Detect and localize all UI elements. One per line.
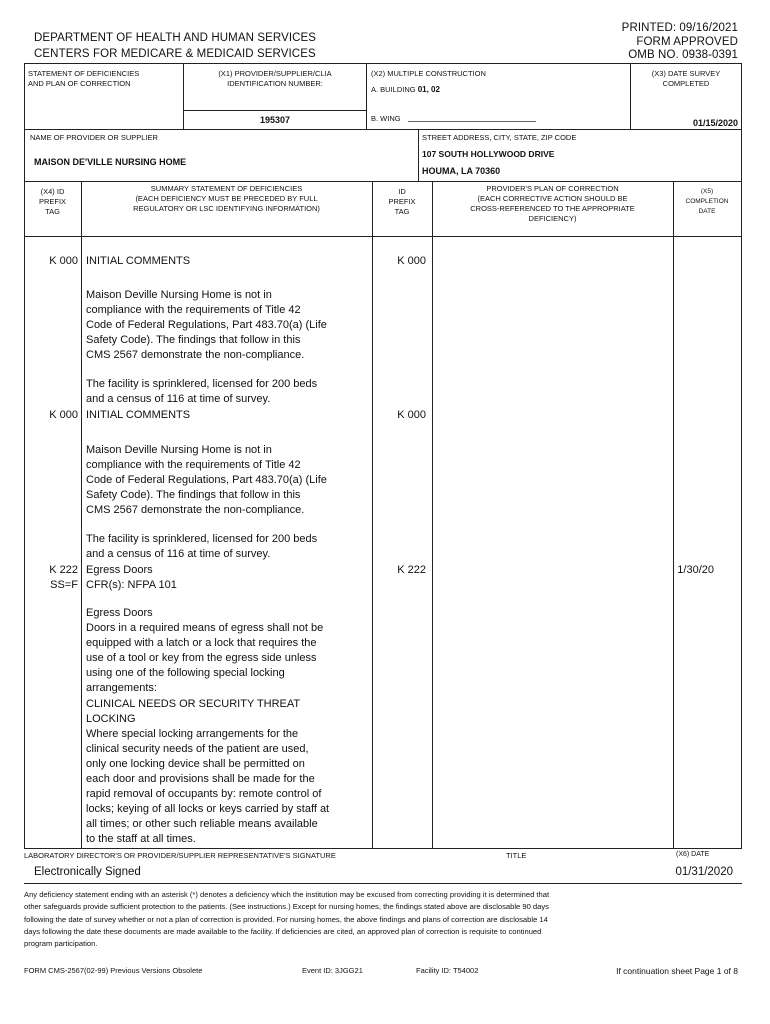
x3-label: (X3) DATE SURVEY COMPLETED xyxy=(651,69,721,88)
signature-date-value: 01/31/2020 xyxy=(675,866,733,878)
entry-3-id: K 222 xyxy=(397,564,426,576)
signature-value: Electronically Signed xyxy=(34,866,141,878)
facility-id: Facility ID: T54002 xyxy=(416,966,479,975)
title-label: TITLE xyxy=(506,851,527,860)
provider-id-value: 195307 xyxy=(259,115,291,125)
street-label: STREET ADDRESS, CITY, STATE, ZIP CODE xyxy=(422,133,577,142)
wing-field: B. WING xyxy=(371,114,401,123)
centers-title: CENTERS FOR MEDICARE & MEDICAID SERVICES xyxy=(34,48,316,60)
provider-name-label: NAME OF PROVIDER OR SUPPLIER xyxy=(30,133,158,142)
omb-number: OMB NO. 0938-0391 xyxy=(628,49,738,61)
entry-3-title: Egress Doors xyxy=(86,564,153,576)
entry-2-id: K 000 xyxy=(397,409,426,421)
form-approved: FORM APPROVED xyxy=(636,36,738,48)
plan-column-header: PROVIDER'S PLAN OF CORRECTION (EACH CORRECTIVE ACTION SHOULD BE CROSS-REFERENCED TO THE APPROPRIATE DEFICIENCY) xyxy=(470,184,635,223)
disclaimer-text: Any deficiency statement ending with an asterisk (*) denotes a deficiency which the institution may be excused from correcting providing it is determined that other safeguards provide sufficient protection to the patients. (See instructions.) Except for nursing homes, the findings stated above are disclosable 90 days following the date of survey whether or not a plan of correction is provided. For nursing homes, the above findings and plans of correction are disclosable 14 days following the date these documents are made available to the facility. If deficiencies are cited, an approved plan of correction is requisite to continued program participation. xyxy=(24,890,550,949)
printed-date: PRINTED: 09/16/2021 xyxy=(621,22,738,34)
x4-column-header: (X4) ID PREFIX TAG xyxy=(38,187,67,216)
x5-column-header: (X5) COMPLETION DATE xyxy=(685,188,729,215)
survey-date-value: 01/15/2020 xyxy=(692,118,738,128)
entry-1-tag: K 000 xyxy=(49,255,78,267)
entry-1-paragraph-1: Maison Deville Nursing Home is not in compliance with the requirements of Title 42 Code of Federal Regulations, Part 483.70(a) (Life Safety Code). The findings that follow in this CMS 2567 demonstrate the non-compliance. xyxy=(86,289,327,362)
entry-3-completion-date: 1/30/20 xyxy=(677,564,714,576)
entry-2-paragraph-2: The facility is sprinklered, licensed for 200 beds and a census of 116 at time of survey. xyxy=(86,533,318,561)
form-number: FORM CMS-2567(02-99) Previous Versions Obsolete xyxy=(24,966,203,975)
statement-label: STATEMENT OF DEFICIENCIES AND PLAN OF CORRECTION xyxy=(28,69,140,88)
department-title: DEPARTMENT OF HEALTH AND HUMAN SERVICES xyxy=(34,32,317,44)
street-line-2: HOUMA, LA 70360 xyxy=(422,166,501,176)
entry-2-paragraph-1: Maison Deville Nursing Home is not in compliance with the requirements of Title 42 Code of Federal Regulations, Part 483.70(a) (Life Safety Code). The findings that follow in this CMS 2567 demonstrate the non-compliance. xyxy=(86,444,327,517)
x2-label: (X2) MULTIPLE CONSTRUCTION xyxy=(371,69,486,78)
x6-date-label: (X6) DATE xyxy=(676,851,710,858)
entry-3-tag: K 222 xyxy=(49,564,78,576)
provider-name-value: MAISON DE'VILLE NURSING HOME xyxy=(34,157,187,167)
event-id: Event ID: 3JGG21 xyxy=(302,966,363,975)
summary-column-header: SUMMARY STATEMENT OF DEFICIENCIES (EACH DEFICIENCY MUST BE PRECEDED BY FULL REGULATORY OR LSC IDENTIFYING INFORMATION) xyxy=(133,184,320,213)
x1-label: (X1) PROVIDER/SUPPLIER/CLIA IDENTIFICATION NUMBER: xyxy=(218,69,332,88)
id-column-header: ID PREFIX TAG xyxy=(388,187,416,216)
building-field: A. BUILDING 01, 02 xyxy=(371,85,440,94)
signature-label: LABORATORY DIRECTOR'S OR PROVIDER/SUPPLIER REPRESENTATIVE'S SIGNATURE xyxy=(24,851,336,860)
entry-1-id: K 000 xyxy=(397,255,426,267)
street-line-1: 107 SOUTH HOLLYWOOD DRIVE xyxy=(422,149,555,159)
page-indicator: If continuation sheet Page 1 of 8 xyxy=(616,966,738,976)
entry-1-title: INITIAL COMMENTS xyxy=(86,255,191,267)
entry-1-paragraph-2: The facility is sprinklered, licensed for 200 beds and a census of 116 at time of survey. xyxy=(86,378,318,406)
entry-3-severity: SS=F xyxy=(50,579,78,591)
entry-3-body: Egress Doors Doors in a required means of egress shall not be equipped with a latch or a lock that requires the use of a tool or key from the egress side unless using one of the following special locking arrangements: CLINICAL NEEDS OR SECURITY THREAT LOCKING Where special locking arrangements for the clinical security needs of the patient are used, only one locking device shall be permitted on each door and provisions shall be made for the rapid removal of occupants by: remote control of locks; keying of all locks or keys carried by staff at all times; or other such reliable means available to the staff at all times. xyxy=(86,607,330,846)
entry-2-tag: K 000 xyxy=(49,409,78,421)
entry-3-cfr: CFR(s): NFPA 101 xyxy=(86,579,177,591)
entry-2-title: INITIAL COMMENTS xyxy=(86,409,191,421)
